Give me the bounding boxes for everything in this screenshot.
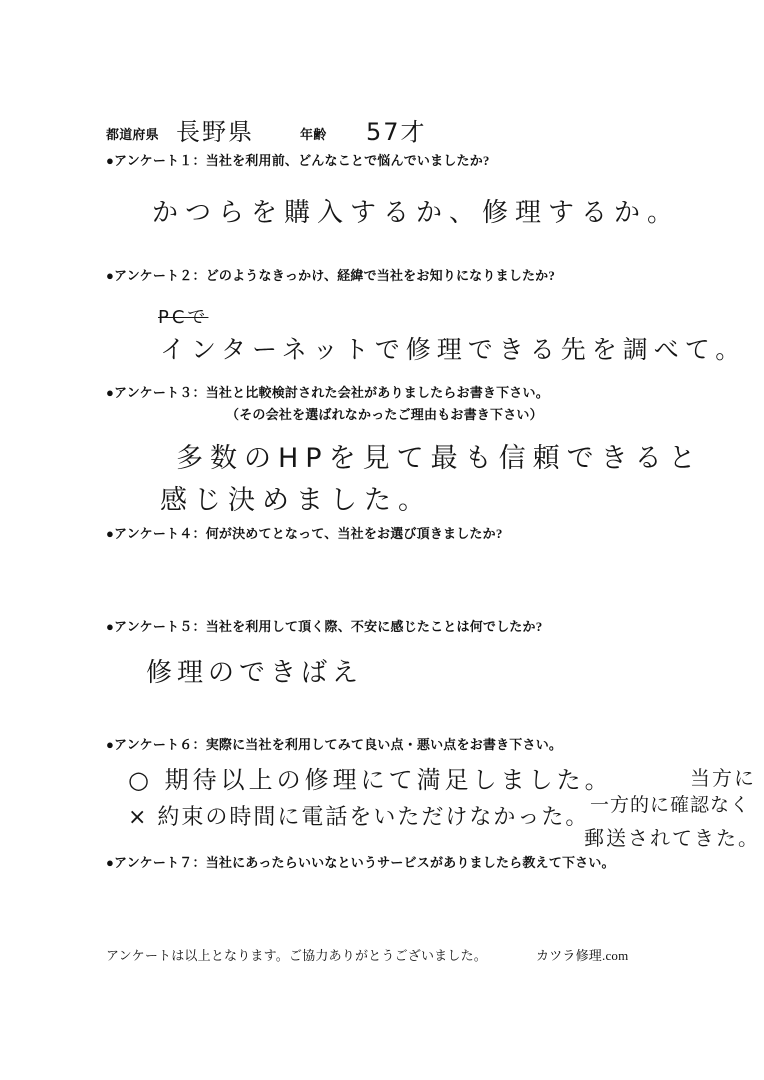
side-note-line: 郵送されてきた。 <box>584 826 760 850</box>
footer-brand: カツラ修理.com <box>536 948 629 963</box>
question-text: 何が決めてとなって、当社をお選び頂きましたか? <box>205 526 503 541</box>
question-label: ●アンケート３： <box>106 385 206 400</box>
answer-line: × 約束の時間に電話をいただけなかった。 <box>128 805 590 830</box>
question-text: 実際に当社を利用してみて良い点・悪い点をお書き下さい。 <box>205 737 563 752</box>
question-text: 当社を利用して頂く際、不安に感じたことは何でしたか? <box>205 619 543 634</box>
answer-line: ○ 期待以上の修理にて満足しました。 <box>128 766 613 794</box>
prefecture-value: 長野県 <box>176 118 254 146</box>
question-text: どのようなきっかけ、経緯で当社をお知りになりましたか? <box>205 268 556 283</box>
prefecture-label: 都道府県 <box>106 127 159 142</box>
question-label: ●アンケート４： <box>106 526 206 541</box>
answer-line: 多数のHPを見て最も信頼できると <box>176 443 703 474</box>
question-label: ●アンケート２： <box>106 268 206 283</box>
answer-line: インターネットで修理できる先を調べて。 <box>160 335 747 364</box>
age-value: 57才 <box>366 118 427 146</box>
answer-strikethrough: PCで <box>158 307 209 328</box>
question-label: ●アンケート５： <box>106 619 206 634</box>
question-label: ●アンケート１： <box>106 153 206 168</box>
footer-thanks: アンケートは以上となります。ご協力ありがとうございました。 <box>106 948 487 963</box>
question-label: ●アンケート６： <box>106 737 206 752</box>
question-subtext: （その会社を選ばれなかったご理由もお書き下さい） <box>226 407 543 422</box>
side-note-line: 一方的に確認なく <box>590 794 751 816</box>
question-text: 当社にあったらいいなというサービスがありましたら教えて下さい。 <box>205 855 615 870</box>
question-text: 当社を利用前、どんなことで悩んでいましたか? <box>205 153 490 168</box>
answer-line: 感じ決めました。 <box>160 485 432 516</box>
answer-line: かつらを購入するか、修理するか。 <box>152 198 681 228</box>
question-label: ●アンケート７： <box>106 855 206 870</box>
age-label: 年齢 <box>300 127 327 142</box>
answer-line: 修理のできばえ <box>146 658 364 688</box>
side-note-line: 当方に <box>690 766 756 790</box>
question-text: 当社と比較検討された会社がありましたらお書き下さい。 <box>205 385 549 400</box>
